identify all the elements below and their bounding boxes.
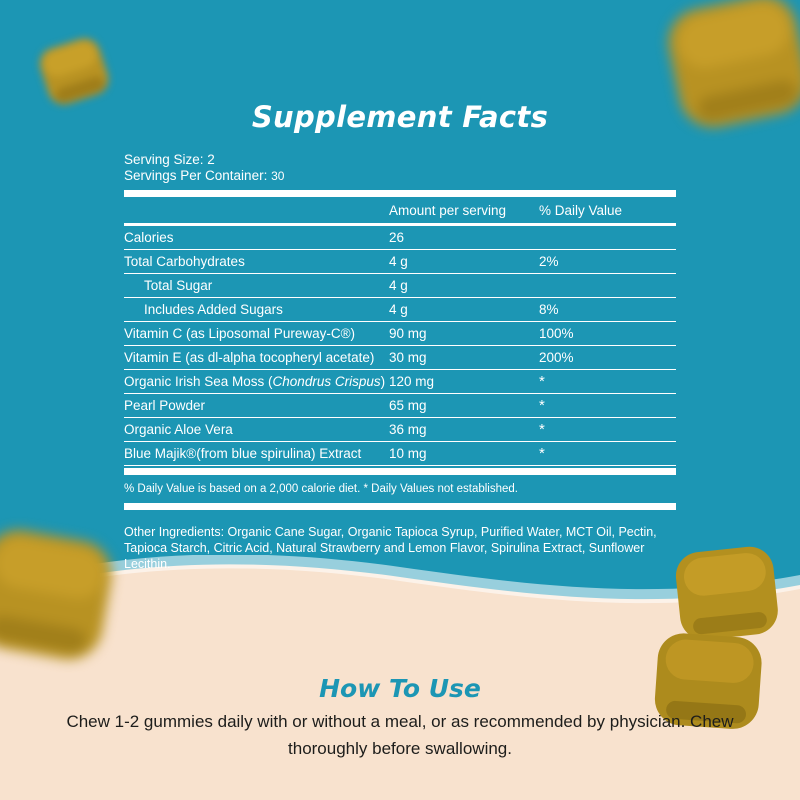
row-name: Total Sugar: [124, 274, 389, 298]
table-header-row: [124, 197, 676, 223]
header-daily-value: % Daily Value: [539, 202, 623, 218]
row-amount: 4 g: [389, 250, 539, 274]
row-daily-value: 2%: [539, 250, 676, 274]
row-name: Total Carbohydrates: [124, 250, 389, 274]
row-daily-value: 100%: [539, 322, 676, 346]
how-to-use-title: How To Use: [319, 674, 481, 703]
table-row: [124, 370, 676, 394]
row-daily-value: [539, 274, 676, 298]
table-row: [124, 442, 676, 466]
gummy-bottom-left: [0, 520, 140, 690]
table-row: [124, 394, 676, 418]
row-amount: 4 g: [389, 274, 539, 298]
divider-top: [124, 190, 676, 197]
nutrition-rows: [124, 226, 676, 466]
servings-per-container-line: [124, 168, 676, 185]
divider-other-ingredients: [124, 503, 676, 510]
row-daily-value: 8%: [539, 298, 676, 322]
row-name: Blue Majik®(from blue spirulina) Extract: [124, 442, 389, 466]
serving-size-line: [124, 152, 676, 168]
row-name: Organic Irish Sea Moss (Chondrus Crispus): [124, 370, 389, 394]
nutrition-table: [124, 197, 676, 223]
row-amount: 36 mg: [389, 418, 539, 442]
row-daily-value: *: [539, 394, 676, 418]
table-row: [124, 250, 676, 274]
daily-value-footnote: % Daily Value is based on a 2,000 calorie diet. * Daily Values not established.: [124, 483, 518, 495]
row-amount: 65 mg: [389, 394, 539, 418]
row-daily-value: *: [539, 370, 676, 394]
other-ingredients-text: Other Ingredients: Organic Cane Sugar, Organic Tapioca Syrup, Purified Water, MCT Oil, Pectin, Tapioca Starch, Citric Acid, Natural Strawberry and Lemon Flavor, Spirulina Extract, Sunflower Lecithin.: [124, 525, 657, 571]
row-name: Includes Added Sugars: [124, 298, 389, 322]
row-daily-value: *: [539, 418, 676, 442]
row-amount: 10 mg: [389, 442, 539, 466]
row-name: Calories: [124, 226, 389, 250]
row-daily-value: [539, 226, 676, 250]
row-amount: 90 mg: [389, 322, 539, 346]
row-amount: 4 g: [389, 298, 539, 322]
table-row: [124, 226, 676, 250]
header-amount: Amount per serving: [389, 202, 507, 218]
table-row: [124, 322, 676, 346]
row-daily-value: 200%: [539, 346, 676, 370]
header-blank: [124, 197, 389, 223]
row-amount: 26: [389, 226, 539, 250]
supplement-facts-panel: [124, 152, 676, 572]
serving-size-label: Serving Size: 2: [124, 152, 215, 167]
table-row: [124, 274, 676, 298]
row-name: Organic Aloe Vera: [124, 418, 389, 442]
row-name: Vitamin E (as dl-alpha tocopheryl acetate): [124, 346, 389, 370]
row-daily-value: *: [539, 442, 676, 466]
table-row: [124, 346, 676, 370]
table-row: [124, 418, 676, 442]
row-amount: 120 mg: [389, 370, 539, 394]
row-name-italic: Chondrus Crispus: [272, 374, 381, 389]
page-title: Supplement Facts: [251, 100, 549, 134]
divider-bottom: [124, 468, 676, 475]
how-to-use-body: Chew 1-2 gummies daily with or without a meal, or as recommended by physician. Chew thoroughly before swallowing.: [66, 712, 734, 758]
row-amount: 30 mg: [389, 346, 539, 370]
row-name: Vitamin C (as Liposomal Pureway-C®): [124, 322, 389, 346]
servings-per-container-value: 30: [271, 168, 285, 183]
row-name: Pearl Powder: [124, 394, 389, 418]
servings-per-container-label: Servings Per Container:: [124, 167, 268, 183]
table-row: [124, 298, 676, 322]
